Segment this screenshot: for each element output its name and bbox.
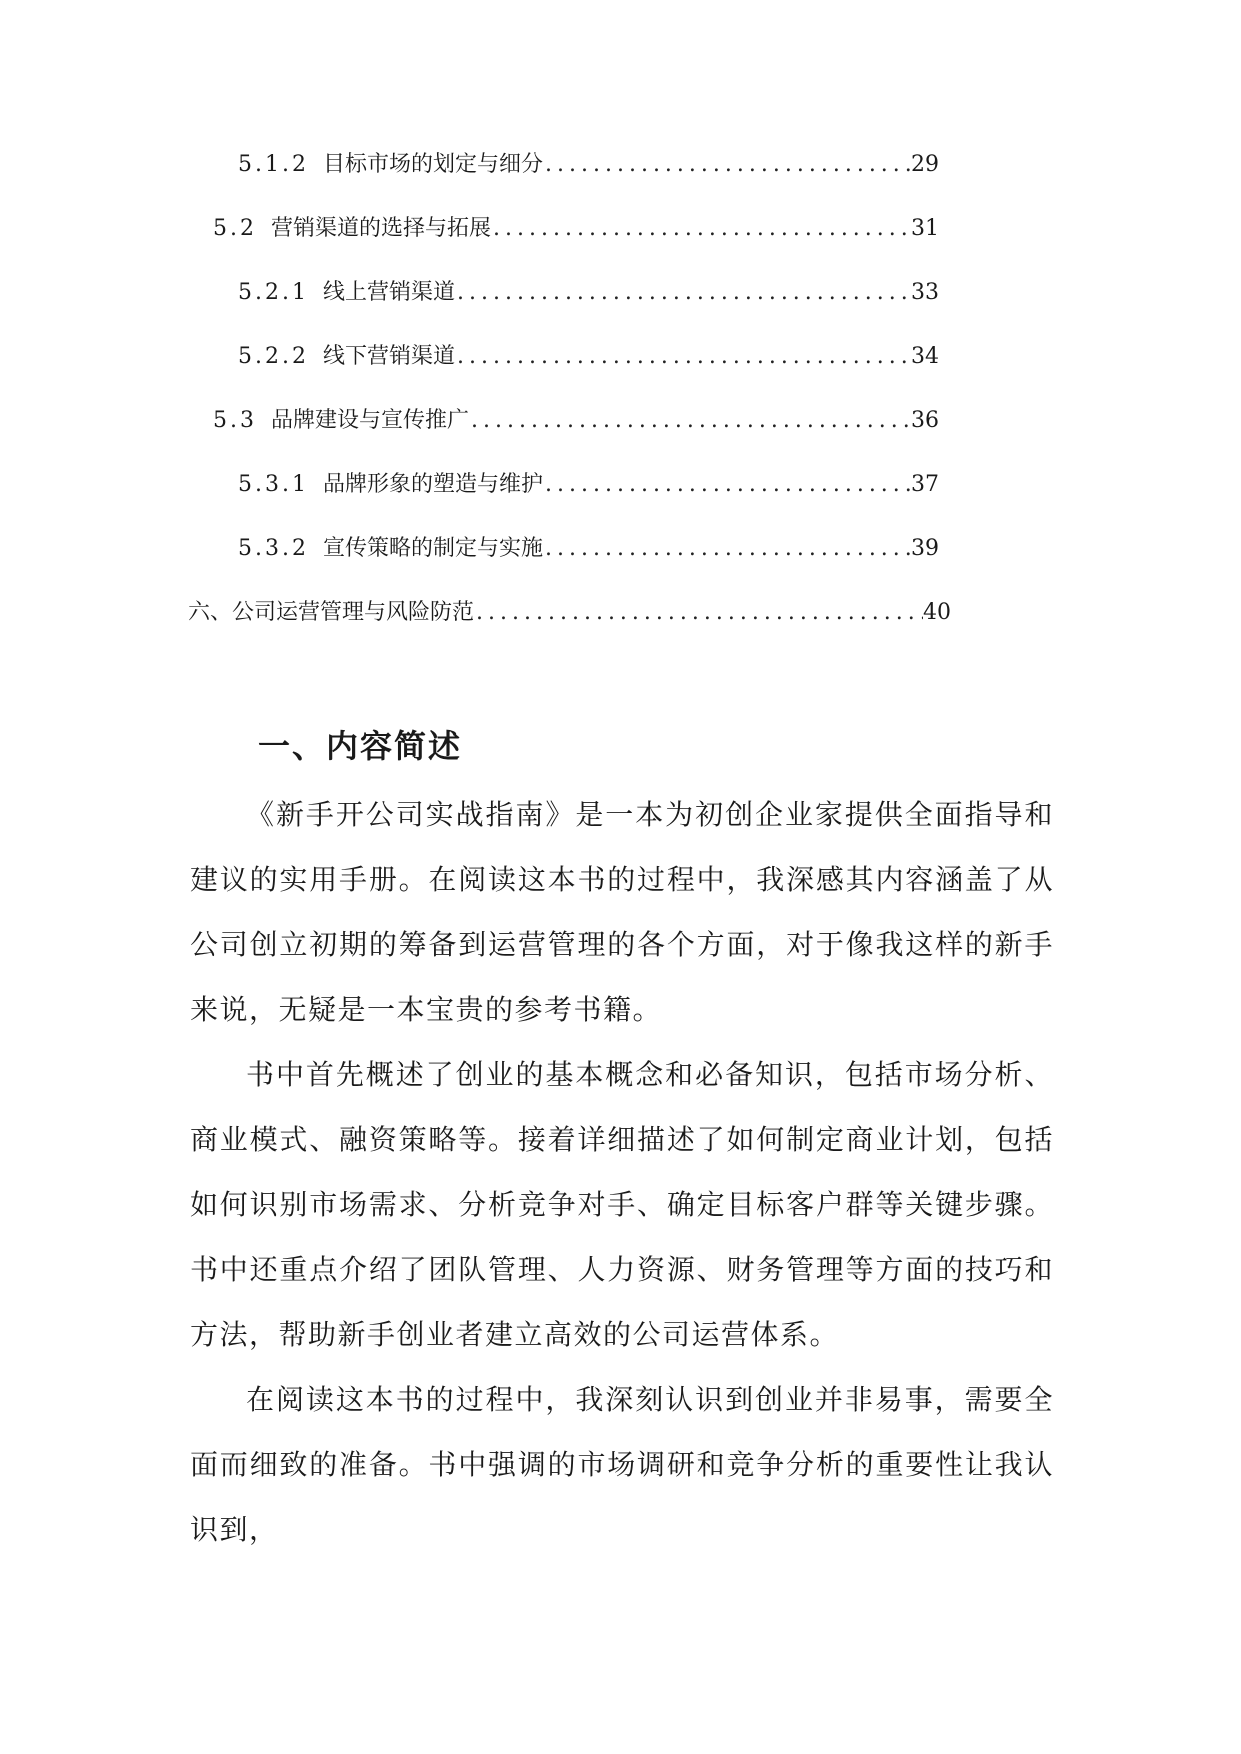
toc-entry-number: 5.2 — [213, 216, 257, 241]
toc-entry-page: 36 — [911, 408, 939, 433]
toc-entry[interactable] — [213, 406, 939, 436]
toc-entry-title: 营销渠道的选择与拓展 — [271, 216, 492, 241]
section-body — [190, 782, 1054, 1562]
toc-entry-page: 31 — [911, 216, 939, 241]
toc-entry-page: 33 — [911, 280, 939, 305]
toc-entry-page: 37 — [911, 472, 939, 497]
toc-entry[interactable] — [238, 278, 939, 308]
toc-leader-dots — [455, 278, 911, 308]
toc-entry[interactable] — [213, 214, 939, 244]
toc-entry[interactable] — [188, 598, 951, 628]
toc-leader-dots — [543, 470, 911, 500]
toc-entry-page: 34 — [911, 344, 939, 369]
toc-entry-title: 品牌建设与宣传推广 — [271, 408, 470, 433]
section-heading: 一、内容简述 — [258, 727, 463, 766]
toc-entry-title: 目标市场的划定与细分 — [322, 152, 543, 177]
toc-entry-number: 5.3.2 — [238, 536, 309, 561]
toc-entry-number: 5.2.1 — [238, 280, 309, 305]
toc-entry-page: 39 — [911, 536, 939, 561]
toc-leader-dots — [455, 342, 911, 372]
toc-entry-title: 六、公司运营管理与风险防范 — [188, 600, 475, 625]
toc-entry-number: 5.2.2 — [238, 344, 309, 369]
toc-entry-title: 宣传策略的制定与实施 — [322, 536, 543, 561]
toc-leader-dots — [474, 598, 923, 628]
paragraph: 《新手开公司实战指南》是一本为初创企业家提供全面指导和建议的实用手册。在阅读这本书的过程中，我深感其内容涵盖了从公司创立初期的筹备到运营管理的各个方面，对于像我这样的新手来说，无疑是一本宝贵的参考书籍。 — [190, 798, 1054, 1026]
toc-leader-dots — [543, 534, 911, 564]
toc-leader-dots — [491, 214, 911, 244]
toc-leader-dots — [469, 406, 911, 436]
toc-entry-page: 29 — [911, 152, 939, 177]
toc-entry[interactable] — [238, 342, 939, 372]
toc-leader-dots — [543, 150, 911, 180]
toc-entry-page: 40 — [923, 600, 951, 625]
toc-entry-title: 线下营销渠道 — [322, 344, 455, 369]
paragraph: 在阅读这本书的过程中，我深刻认识到创业并非易事，需要全面而细致的准备。书中强调的市场调研和竞争分析的重要性让我认识到， — [190, 1383, 1054, 1546]
toc-entry[interactable] — [238, 150, 939, 180]
toc-entry-title: 线上营销渠道 — [322, 280, 455, 305]
toc-entry-title: 品牌形象的塑造与维护 — [322, 472, 543, 497]
paragraph: 书中首先概述了创业的基本概念和必备知识，包括市场分析、商业模式、融资策略等。接着详细描述了如何制定商业计划，包括如何识别市场需求、分析竞争对手、确定目标客户群等关键步骤。书中还重点介绍了团队管理、人力资源、财务管理等方面的技巧和方法，帮助新手创业者建立高效的公司运营体系。 — [190, 1058, 1054, 1351]
toc-entry[interactable] — [238, 470, 939, 500]
toc-entry-number: 5.1.2 — [238, 152, 309, 177]
toc-entry-number: 5.3.1 — [238, 472, 309, 497]
toc-entry[interactable] — [238, 534, 939, 564]
toc-entry-number: 5.3 — [213, 408, 257, 433]
